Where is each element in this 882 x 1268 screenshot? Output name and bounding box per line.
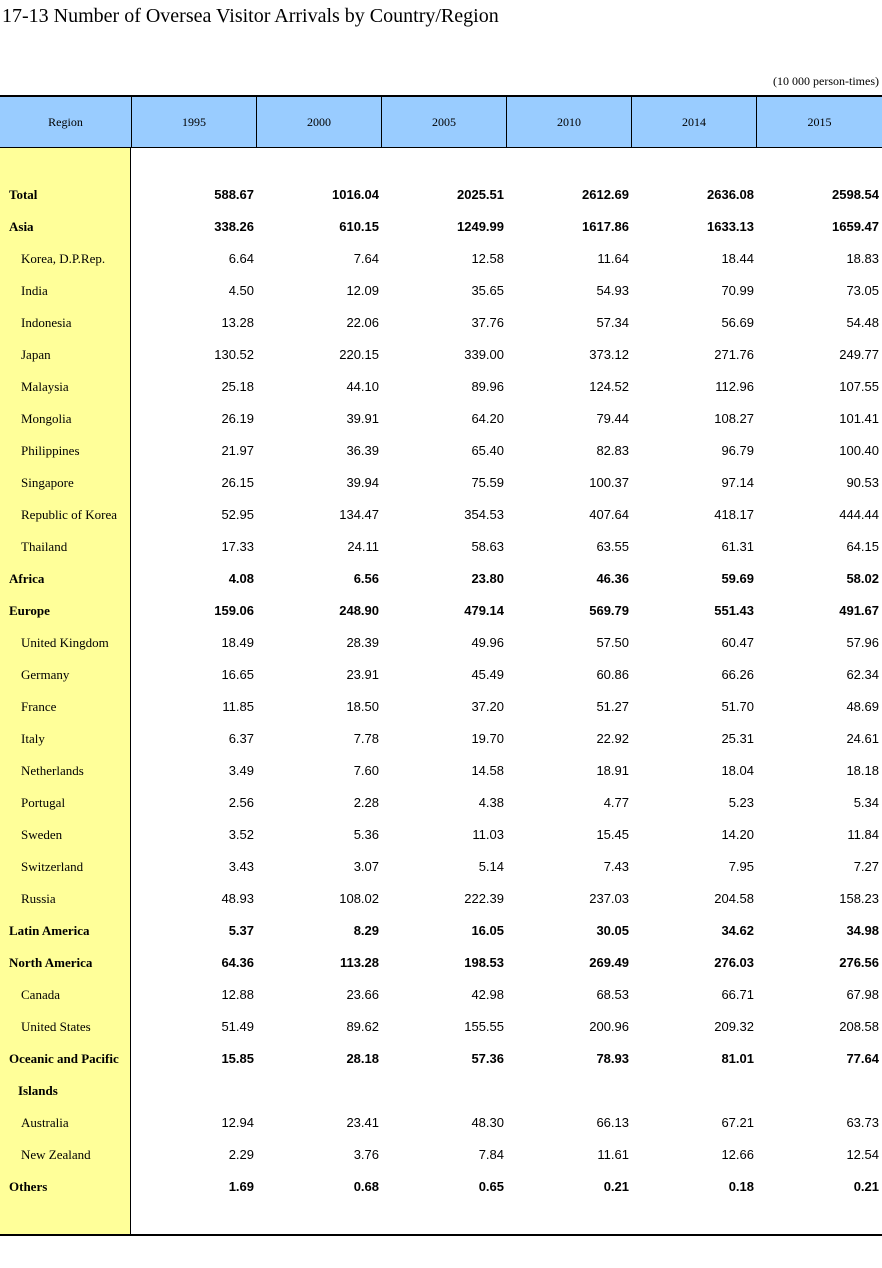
value-cell: 3.43 [228, 859, 254, 874]
header-year: 2014 [631, 97, 756, 148]
value-cell: 23.80 [471, 571, 504, 586]
value-cell: 11.85 [222, 699, 254, 714]
row-label: Germany [21, 667, 70, 682]
table-row [0, 691, 882, 723]
table-row [0, 563, 882, 595]
value-cell: 2.28 [353, 795, 379, 810]
table-row [0, 819, 882, 851]
value-cell: 418.17 [714, 507, 754, 522]
value-cell: 12.54 [846, 1147, 879, 1162]
value-cell: 2598.54 [832, 187, 879, 202]
value-cell: 39.91 [346, 411, 379, 426]
row-label: France [21, 699, 57, 714]
value-cell: 107.55 [839, 379, 879, 394]
value-cell: 63.55 [596, 539, 629, 554]
table-row [0, 371, 882, 403]
value-cell: 1633.13 [707, 219, 754, 234]
visitor-arrivals-table [0, 95, 882, 1236]
value-cell: 271.76 [714, 347, 754, 362]
value-cell: 23.91 [346, 667, 379, 682]
value-cell: 100.37 [589, 475, 629, 490]
value-cell: 67.21 [721, 1115, 754, 1130]
row-label: United Kingdom [21, 635, 109, 650]
value-cell: 58.63 [471, 539, 504, 554]
value-cell: 67.98 [846, 987, 879, 1002]
value-cell: 2636.08 [707, 187, 754, 202]
value-cell: 4.77 [603, 795, 629, 810]
table-row [0, 755, 882, 787]
value-cell: 66.71 [721, 987, 754, 1002]
table-row [0, 243, 882, 275]
value-cell: 25.18 [221, 379, 254, 394]
value-cell: 18.91 [596, 763, 629, 778]
value-cell: 57.36 [471, 1051, 504, 1066]
table-row [0, 435, 882, 467]
value-cell: 12.88 [221, 987, 254, 1002]
value-cell: 338.26 [214, 219, 254, 234]
value-cell: 4.38 [478, 795, 504, 810]
row-label: Thailand [21, 539, 68, 554]
table-row [0, 211, 882, 243]
value-cell: 51.70 [721, 699, 754, 714]
value-cell: 28.39 [346, 635, 379, 650]
value-cell: 159.06 [214, 603, 254, 618]
value-cell: 42.98 [471, 987, 504, 1002]
value-cell: 81.01 [721, 1051, 754, 1066]
value-cell: 2.56 [228, 795, 254, 810]
value-cell: 0.21 [603, 1179, 629, 1194]
value-cell: 11.03 [472, 827, 504, 842]
header-region: Region [48, 115, 83, 129]
value-cell: 1659.47 [832, 219, 879, 234]
value-cell: 373.12 [589, 347, 629, 362]
header-year: 2015 [756, 97, 882, 148]
row-label: Latin America [9, 923, 90, 938]
value-cell: 59.69 [721, 571, 754, 586]
value-cell: 11.64 [597, 251, 629, 266]
row-label: United States [21, 1019, 91, 1034]
row-label: Italy [21, 731, 45, 746]
value-cell: 7.60 [353, 763, 379, 778]
value-cell: 7.27 [853, 859, 879, 874]
row-label: Canada [21, 987, 60, 1002]
value-cell: 7.95 [728, 859, 754, 874]
value-cell: 26.15 [221, 475, 254, 490]
row-label: Others [9, 1179, 48, 1194]
table-row [0, 1011, 882, 1043]
table-row [0, 723, 882, 755]
value-cell: 354.53 [464, 507, 504, 522]
table-bottom-rule [0, 1234, 882, 1236]
value-cell: 23.66 [346, 987, 379, 1002]
value-cell: 551.43 [714, 603, 754, 618]
table-row [0, 787, 882, 819]
value-cell: 134.47 [339, 507, 379, 522]
table-row [0, 659, 882, 691]
value-cell: 276.56 [839, 955, 879, 970]
value-cell: 15.45 [596, 827, 629, 842]
table-row [0, 1139, 882, 1171]
value-cell: 6.37 [228, 731, 254, 746]
value-cell: 70.99 [721, 283, 754, 298]
value-cell: 16.05 [471, 923, 504, 938]
value-cell: 0.21 [853, 1179, 879, 1194]
value-cell: 49.96 [471, 635, 504, 650]
value-cell: 39.94 [346, 475, 379, 490]
value-cell: 90.53 [846, 475, 879, 490]
table-header [0, 95, 882, 148]
value-cell: 73.05 [846, 283, 879, 298]
row-label: India [21, 283, 48, 298]
value-cell: 61.31 [721, 539, 754, 554]
value-cell: 54.93 [596, 283, 629, 298]
table-row [0, 915, 882, 947]
row-label: Asia [9, 219, 34, 234]
value-cell: 22.92 [596, 731, 629, 746]
value-cell: 479.14 [464, 603, 504, 618]
value-cell: 18.18 [846, 763, 879, 778]
value-cell: 11.61 [597, 1147, 629, 1162]
value-cell: 444.44 [839, 507, 879, 522]
table-row [0, 883, 882, 915]
value-cell: 21.97 [221, 443, 254, 458]
row-label: Oceanic and Pacific [9, 1051, 119, 1066]
value-cell: 3.49 [228, 763, 254, 778]
value-cell: 64.36 [221, 955, 254, 970]
value-cell: 46.36 [596, 571, 629, 586]
value-cell: 60.47 [721, 635, 754, 650]
table-row [0, 1043, 882, 1075]
value-cell: 113.28 [339, 955, 379, 970]
value-cell: 610.15 [339, 219, 379, 234]
value-cell: 0.68 [353, 1179, 379, 1194]
value-cell: 248.90 [339, 603, 379, 618]
table-row [0, 1107, 882, 1139]
value-cell: 51.49 [221, 1019, 254, 1034]
value-cell: 2025.51 [457, 187, 504, 202]
table-row [0, 339, 882, 371]
value-cell: 37.20 [471, 699, 504, 714]
row-label: Japan [21, 347, 51, 362]
value-cell: 66.26 [721, 667, 754, 682]
value-cell: 276.03 [714, 955, 754, 970]
row-label: Malaysia [21, 379, 69, 394]
value-cell: 5.23 [728, 795, 754, 810]
table-row [0, 1171, 882, 1203]
value-cell: 108.27 [714, 411, 754, 426]
value-cell: 588.67 [214, 187, 254, 202]
page-title: 17-13 Number of Oversea Visitor Arrivals by Country/Region [2, 5, 499, 27]
value-cell: 77.64 [846, 1051, 879, 1066]
value-cell: 4.50 [228, 283, 254, 298]
value-cell: 52.95 [221, 507, 254, 522]
value-cell: 12.09 [346, 283, 379, 298]
value-cell: 209.32 [714, 1019, 754, 1034]
value-cell: 57.96 [846, 635, 879, 650]
value-cell: 108.02 [339, 891, 379, 906]
value-cell: 97.14 [721, 475, 754, 490]
value-cell: 17.33 [221, 539, 254, 554]
value-cell: 18.83 [846, 251, 879, 266]
row-label: Russia [21, 891, 56, 906]
value-cell: 3.52 [228, 827, 254, 842]
value-cell: 200.96 [589, 1019, 629, 1034]
value-cell: 35.65 [471, 283, 504, 298]
value-cell: 82.83 [596, 443, 629, 458]
value-cell: 14.20 [721, 827, 754, 842]
value-cell: 222.39 [464, 891, 504, 906]
value-cell: 101.41 [839, 411, 879, 426]
value-cell: 124.52 [589, 379, 629, 394]
row-label: Netherlands [21, 763, 84, 778]
value-cell: 3.07 [353, 859, 379, 874]
value-cell: 48.30 [471, 1115, 504, 1130]
value-cell: 6.56 [353, 571, 379, 586]
value-cell: 5.14 [478, 859, 504, 874]
value-cell: 12.66 [721, 1147, 754, 1162]
value-cell: 1249.99 [457, 219, 504, 234]
row-label: Singapore [21, 475, 74, 490]
value-cell: 89.96 [471, 379, 504, 394]
value-cell: 75.59 [471, 475, 504, 490]
value-cell: 158.23 [839, 891, 879, 906]
value-cell: 79.44 [596, 411, 629, 426]
value-cell: 1617.86 [582, 219, 629, 234]
value-cell: 18.04 [721, 763, 754, 778]
value-cell: 63.73 [846, 1115, 879, 1130]
table-row [0, 499, 882, 531]
value-cell: 0.65 [478, 1179, 504, 1194]
value-cell: 44.10 [346, 379, 379, 394]
value-cell: 339.00 [464, 347, 504, 362]
value-cell: 100.40 [839, 443, 879, 458]
value-cell: 5.37 [228, 923, 254, 938]
value-cell: 13.28 [221, 315, 254, 330]
value-cell: 64.20 [471, 411, 504, 426]
table-row [0, 979, 882, 1011]
row-label: Islands [18, 1083, 58, 1098]
value-cell: 2612.69 [582, 187, 629, 202]
value-cell: 66.13 [596, 1115, 629, 1130]
value-cell: 26.19 [221, 411, 254, 426]
value-cell: 8.29 [353, 923, 379, 938]
row-label: Philippines [21, 443, 80, 458]
row-label: Africa [9, 571, 45, 586]
row-label: Sweden [21, 827, 63, 842]
value-cell: 208.58 [839, 1019, 879, 1034]
value-cell: 12.58 [471, 251, 504, 266]
row-label: Australia [21, 1115, 69, 1130]
value-cell: 2.29 [228, 1147, 254, 1162]
value-cell: 37.76 [471, 315, 504, 330]
value-cell: 48.69 [846, 699, 879, 714]
value-cell: 78.93 [596, 1051, 629, 1066]
value-cell: 1016.04 [332, 187, 379, 202]
row-label: Korea, D.P.Rep. [21, 251, 106, 266]
value-cell: 58.02 [846, 571, 879, 586]
value-cell: 569.79 [589, 603, 629, 618]
value-cell: 18.44 [721, 251, 754, 266]
value-cell: 16.65 [221, 667, 254, 682]
value-cell: 28.18 [346, 1051, 379, 1066]
value-cell: 57.34 [596, 315, 629, 330]
table-row [0, 467, 882, 499]
value-cell: 6.64 [228, 251, 254, 266]
value-cell: 0.18 [728, 1179, 754, 1194]
value-cell: 491.67 [839, 603, 879, 618]
row-label: Indonesia [21, 315, 72, 330]
value-cell: 12.94 [221, 1115, 254, 1130]
value-cell: 57.50 [596, 635, 629, 650]
value-cell: 7.64 [353, 251, 379, 266]
row-label: Total [9, 187, 38, 202]
table-row [0, 307, 882, 339]
row-label: Republic of Korea [21, 507, 118, 522]
value-cell: 19.70 [471, 731, 504, 746]
value-cell: 11.84 [847, 827, 879, 842]
value-cell: 7.43 [603, 859, 629, 874]
value-cell: 30.05 [596, 923, 629, 938]
table-row [0, 595, 882, 627]
value-cell: 3.76 [353, 1147, 379, 1162]
value-cell: 48.93 [221, 891, 254, 906]
header-year: 2005 [381, 97, 506, 148]
value-cell: 5.34 [853, 795, 879, 810]
value-cell: 65.40 [471, 443, 504, 458]
value-cell: 5.36 [353, 827, 379, 842]
value-cell: 24.61 [846, 731, 879, 746]
value-cell: 155.55 [464, 1019, 504, 1034]
value-cell: 14.58 [471, 763, 504, 778]
header-year: 2000 [256, 97, 381, 148]
value-cell: 89.62 [346, 1019, 379, 1034]
value-cell: 45.49 [471, 667, 504, 682]
value-cell: 18.50 [346, 699, 379, 714]
value-cell: 130.52 [214, 347, 254, 362]
value-cell: 56.69 [721, 315, 754, 330]
value-cell: 36.39 [346, 443, 379, 458]
value-cell: 23.41 [346, 1115, 379, 1130]
table-row [0, 275, 882, 307]
value-cell: 96.79 [721, 443, 754, 458]
value-cell: 60.86 [596, 667, 629, 682]
table-row [0, 851, 882, 883]
value-cell: 54.48 [846, 315, 879, 330]
value-cell: 24.11 [347, 539, 379, 554]
unit-note: (10 000 person-times) [773, 74, 879, 88]
row-label: Mongolia [21, 411, 72, 426]
row-label: Switzerland [21, 859, 84, 874]
value-cell: 62.34 [846, 667, 879, 682]
value-cell: 7.78 [353, 731, 379, 746]
table-row [0, 627, 882, 659]
table-row [0, 179, 882, 211]
row-label: New Zealand [21, 1147, 91, 1162]
table-row [0, 1075, 882, 1107]
row-label: North America [9, 955, 93, 970]
value-cell: 1.69 [228, 1179, 254, 1194]
value-cell: 198.53 [464, 955, 504, 970]
value-cell: 220.15 [339, 347, 379, 362]
value-cell: 112.96 [715, 379, 754, 394]
value-cell: 269.49 [589, 955, 629, 970]
value-cell: 249.77 [839, 347, 879, 362]
header-year: 2010 [506, 97, 631, 148]
value-cell: 4.08 [228, 571, 254, 586]
table-row [0, 531, 882, 563]
header-year: 1995 [131, 97, 256, 148]
table-row [0, 403, 882, 435]
value-cell: 22.06 [346, 315, 379, 330]
value-cell: 204.58 [714, 891, 754, 906]
value-cell: 68.53 [596, 987, 629, 1002]
value-cell: 34.62 [721, 923, 754, 938]
value-cell: 407.64 [589, 507, 629, 522]
value-cell: 51.27 [596, 699, 629, 714]
value-cell: 7.84 [478, 1147, 504, 1162]
value-cell: 34.98 [846, 923, 879, 938]
value-cell: 64.15 [846, 539, 879, 554]
row-label: Europe [9, 603, 50, 618]
row-label: Portugal [21, 795, 66, 810]
value-cell: 18.49 [221, 635, 254, 650]
value-cell: 237.03 [589, 891, 629, 906]
value-cell: 15.85 [221, 1051, 254, 1066]
value-cell: 25.31 [721, 731, 754, 746]
table-row [0, 947, 882, 979]
